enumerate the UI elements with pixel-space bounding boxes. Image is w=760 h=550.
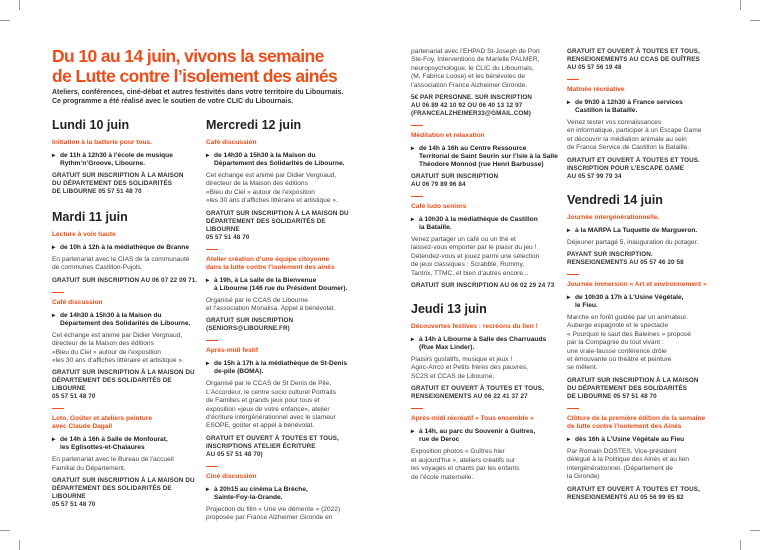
- event-title: Découvertes festives : recréons du lien !: [411, 323, 538, 331]
- intro-line: Ce programme a été réalisé avec le soutien de votre CLIC du Libournais.: [52, 98, 294, 105]
- event-info: GRATUIT ET OUVERT À TOUTES ET TOUS, RENSEIGNEMENTS AU 06 22 41 37 27: [411, 385, 544, 401]
- event: [567, 86, 727, 181]
- event: [52, 415, 202, 509]
- event-description: Venez tester vos connaissances en informatique, participer à un Escape Game et découvrir la médiation animale au sein de France Service de Castillon la Bataille.: [567, 119, 702, 152]
- arrow-icon: ▸: [567, 294, 571, 302]
- event-description: En partenariat avec le Bureau de l’accueil Familial du Département.: [52, 456, 174, 472]
- event: [206, 139, 358, 242]
- arrow-icon: ▸: [567, 99, 571, 106]
- event-title: Clôture de la première édition de la semaine de lutte contre l’isolement des Ainés: [567, 414, 706, 430]
- event: [206, 256, 358, 334]
- event-place: ▸ de 10h30 à 17h à L’Usine Végétale, le Fieu.: [567, 294, 684, 310]
- event-info: GRATUIT SUR INSCRIPTION AU 06 02 29 24 73: [411, 282, 555, 290]
- crop-mark: [740, 0, 741, 10]
- crop-mark: [740, 540, 741, 550]
- event-description: Organisé par le CCAS de Libourne et l’association Monalisa. Appel à bénévolat.: [206, 296, 336, 313]
- event-info: PAYANT SUR INSCRIPTION. RENSEIGNEMENTS AU 05 57 46 20 58: [567, 251, 684, 267]
- event-place: ▸ dès 16h à L’Usine Végétale au Fieu: [567, 435, 685, 443]
- event-place: ▸ à 19h, à La salle de la Bienvenue à Libourne (146 rue du Président Doumer).: [206, 276, 348, 292]
- separator: [206, 249, 218, 250]
- column-4: [567, 48, 727, 502]
- event-description: Plaisirs gustatifs, musique et jeux ! Agirc-Arrco et Petits frères des pauvres, SC2S et CCAS de Libourne.: [411, 356, 528, 380]
- event: [52, 299, 202, 402]
- event-description: Venez partager un café ou un thé et laissez-vous emporter par le plaisir du jeu ! Détendez-vous et jouez parmi une sélection de jeux classiques : Scrabble, Rummy, Tantrix, TTMC, et bien d’autres encore...: [411, 236, 540, 277]
- event-info: GRATUIT SUR INSCRIPTION AU 06 07 22 09 71.: [52, 276, 198, 284]
- event-title: Matinée récréative: [567, 86, 625, 93]
- event-place: ▸ de 14h à 16h au Centre Ressource Territorial de Saint Seurin sur l’Isle à la Salle Théodore Monnod (rue Henri Barbusse): [411, 145, 558, 169]
- arrow-icon: ▸: [206, 152, 210, 159]
- event-title: Méditation et relaxation: [411, 132, 485, 140]
- event: [206, 347, 358, 458]
- arrow-icon: ▸: [567, 435, 571, 443]
- crop-mark: [0, 530, 10, 531]
- separator: [567, 408, 579, 409]
- event-place: ▸ à 20h15 au cinéma La Brèche, Sainte-Foy-la-Grande.: [206, 485, 308, 501]
- event-place: ▸ de 14h30 à 15h30 à la Maison du Département des Solidarités de Libourne.: [52, 311, 191, 327]
- event-description: Par Romain DOSTES, Vice-président délégué à la Politique des Ainés et au lien intergénérationnel. (Département de la Gironde): [567, 447, 690, 481]
- event: [567, 281, 727, 401]
- title-line: de Lutte contre l’isolement des ainés: [52, 66, 338, 86]
- event-info: GRATUIT ET OUVERT À TOUTES ET TOUS. INSCRIPTION POUR L’ESCAPE GAME AU 05 57 99 79 34: [567, 156, 700, 180]
- event-description: Cet échange est animé par Didier Vergnaud, directeur de la Maison des éditions «Bleu du Ciel » autour de l’exposition «les 30 ans d’affiches littéraire et artistique ».: [206, 172, 338, 205]
- arrow-icon: ▸: [52, 244, 56, 251]
- separator: [52, 292, 64, 293]
- event-description: Cet échange est animé par Didier Vergnaud, directeur de la Maison des éditions «Bleu du Ciel » autour de l’exposition «les 30 ans d’affiches littéraire et artistique ».: [52, 331, 184, 365]
- crop-mark: [0, 20, 10, 21]
- title-line: Du 10 au 14 juin, vivons la semaine: [52, 46, 324, 66]
- event-info: GRATUIT ET OUVERT À TOUTES ET TOUS, INSCRIPTIONS ATELIER ÉCRITURE AU 05 57 51 48 70): [206, 434, 339, 458]
- event-title: Après-midi récréatif « Tous ensemble »: [411, 415, 534, 423]
- separator: [52, 408, 64, 409]
- day-heading: Mercredi 12 juin: [206, 118, 302, 132]
- event-info: GRATUIT ET OUVERT À TOUTES ET TOUS, RENSEIGNEMENTS AU CCAS DE GUÎTRES AU 05 57 56 19 48: [567, 48, 700, 71]
- event-description: Exposition photos « Guîtres hier et aujourd’hui », ateliers créatifs sur les voyages et chants par les enfants de l’école maternelle.: [411, 448, 520, 481]
- event-place: ▸ de 9h30 à 12h30 à France services Castillon la Bataille.: [567, 99, 683, 114]
- event-title: Journée intergénérationnelle.: [567, 213, 660, 221]
- event-title: Initiation à la batterie pour tous.: [52, 139, 153, 146]
- arrow-icon: ▸: [411, 428, 415, 436]
- event-title: Journée immersion « Art et environnement »: [567, 281, 707, 289]
- event: [567, 415, 727, 502]
- event-info: GRATUIT SUR INSCRIPTION À LA MAISON DU DÉPARTEMENT DES SOLIDARITÉS DE LIBOURNE 05 57 51 48 70: [52, 369, 195, 401]
- arrow-icon: ▸: [206, 360, 210, 368]
- event: [411, 203, 563, 290]
- event-description: En partenariat avec le CIAS de la communauté de communes Castillon-Pujols.: [52, 256, 190, 272]
- crop-mark: [750, 530, 760, 531]
- arrow-icon: ▸: [567, 226, 571, 234]
- day-heading: Lundi 10 juin: [52, 118, 130, 132]
- event-place: ▸ de 15h à 17h à la médiathèque de St-Denis de-pile (BOMA).: [206, 360, 348, 376]
- day-heading: Mardi 11 juin: [52, 210, 128, 224]
- crop-mark: [19, 540, 20, 550]
- arrow-icon: ▸: [52, 436, 56, 444]
- event-place: ▸ à 14h, au parc du Souvenir à Guitres, rue de Deroc: [411, 428, 536, 444]
- arrow-icon: ▸: [52, 152, 56, 159]
- column-2: [206, 118, 358, 527]
- event-description: Projection du film « Une vie démente » (2022) proposée par France Alzheimer Gironde en: [206, 505, 341, 522]
- event-info: GRATUIT SUR INSCRIPTION À LA MAISON DU DÉPARTEMENT DES SOLIDARITÉS DE LIBOURNE 05 57 51 48 70: [567, 376, 699, 400]
- event-description: partenariat avec l’EHPAD St-Joseph de Port Ste-Foy. Interventions de Marielle PALMER, neuropsychologue, le CLIC du Libournais, (M. Fabrice Loose) et les bénévoles de l’association France Alzheimer Gironde.: [411, 48, 540, 89]
- separator: [567, 79, 579, 80]
- event-title: Loto, Goûter et ateliers peinture avec Claude Dagail: [52, 415, 153, 431]
- event: [411, 415, 563, 482]
- intro-text: [52, 88, 382, 106]
- event: [52, 139, 202, 196]
- arrow-icon: ▸: [411, 216, 415, 224]
- event-title: Café discussion: [206, 139, 257, 146]
- event-place: ▸ de 14h à 16h à Salle de Monfourat, les Eglisottes-et-Chalaures: [52, 436, 168, 452]
- event-place: ▸ de 10h à 12h à la médiathèque de Branne: [52, 244, 189, 251]
- event-title: Après-midi festif: [206, 347, 259, 355]
- column-1: [52, 118, 202, 509]
- event-title: Lecture à voix haute: [52, 231, 116, 238]
- event-description: Déjeuner partagé 5, inauguration du potager.: [567, 238, 699, 246]
- separator: [411, 408, 423, 409]
- event-info: GRATUIT ET OUVERT À TOUTES ET TOUS, RENSEIGNEMENTS AU 05 56 99 65 82: [567, 485, 700, 501]
- separator: [411, 196, 423, 197]
- event-info: GRATUIT SUR INSCRIPTION (SENIORS@LIBOURNE.FR): [206, 317, 294, 333]
- event: [52, 231, 202, 285]
- event-place: ▸ de 11h à 12h30 à l’école de musique Rythm’n’Groove, Libourne.: [52, 152, 173, 167]
- crop-mark: [19, 0, 20, 10]
- event-info: GRATUIT SUR INSCRIPTION À LA MAISON DU DÉPARTEMENT DES SOLIDARITÉS DE LIBOURNE 05 57 51 48 70: [52, 477, 195, 509]
- event-place: ▸ à 14h à Libourne à Salle des Charruauds (Rue Max Linder).: [411, 336, 547, 352]
- separator: [411, 125, 423, 126]
- separator: [206, 340, 218, 341]
- event: [411, 132, 563, 189]
- event-description: Organisé par le CCAS de St Denis de Pile, L’Accordeur, le centre socio culturel Portraits de Familles et grands jeux pour tous et exposition «jeux de votre enfance», atelier d’écriture intergénérationnel avec le slameur ESOPE, goûter et appel à bénévolat.: [206, 380, 337, 430]
- event-info: 5€ PAR PERSONNE. SUR INSCRIPTION AU 06 89 42 10 92 OU 06 40 13 12 97 (FRANCEALZHEIMER33@GMAIL.COM): [411, 94, 532, 118]
- event-title: Ciné discussion: [206, 472, 257, 480]
- event-continued: [567, 48, 727, 72]
- separator: [567, 274, 579, 275]
- arrow-icon: ▸: [206, 276, 210, 284]
- event-description: Marche en forêt guidée par un animateur. Auberge espagnole et le spectacle « Pourquoi le saut des Baleines » proposé par la Compagnie du tout vivant : une vraie-fausse conférence drôle et émouvante où théâtre et peinture se mêlent.: [567, 314, 691, 372]
- event: [411, 323, 563, 401]
- intro-line: Ateliers, conférences, ciné-débat et autres festivités dans votre territoire du Libournais.: [52, 89, 344, 96]
- event-place: ▸ à la MARPA La Tuquette de Margueron.: [567, 226, 698, 234]
- event-title: Café discussion: [52, 298, 103, 306]
- event-info: GRATUIT SUR INSCRIPTION AU 06 79 89 96 84: [411, 173, 499, 189]
- separator: [206, 466, 218, 467]
- event-place: ▸ de 14h30 à 15h30 à la Maison du Département des Solidarités de Libourne.: [206, 152, 345, 167]
- column-3: [411, 48, 563, 486]
- event: [206, 473, 358, 523]
- day-heading: Jeudi 13 juin: [411, 302, 487, 317]
- arrow-icon: ▸: [206, 485, 210, 493]
- event-info: GRATUIT SUR INSCRIPTION À LA MAISON DU DÉPARTEMENT DES SOLIDARITÉS DE LIBOURNE 05 57 51 48 70: [206, 209, 349, 241]
- event-title: Café ludo seniors: [411, 203, 467, 211]
- arrow-icon: ▸: [52, 311, 56, 319]
- page-title: [52, 46, 382, 86]
- event: [567, 214, 727, 267]
- event-title: Atelier création d’une équipe citoyenne dans la lutte contre l’isolement des ainés: [206, 255, 335, 271]
- event-info: GRATUIT SUR INSCRIPTION À LA MAISON DU DÉPARTEMENT DES SOLIDARITÉS DE LIBOURNE 05 57 51 48 70: [52, 172, 184, 195]
- arrow-icon: ▸: [411, 145, 415, 153]
- event-place: ▸ à 10h30 à la médiathèque de Castillon la Bataille.: [411, 216, 538, 232]
- arrow-icon: ▸: [411, 336, 415, 344]
- day-heading: Vendredi 14 juin: [567, 192, 663, 207]
- crop-mark: [750, 20, 760, 21]
- event-continued: [411, 48, 563, 118]
